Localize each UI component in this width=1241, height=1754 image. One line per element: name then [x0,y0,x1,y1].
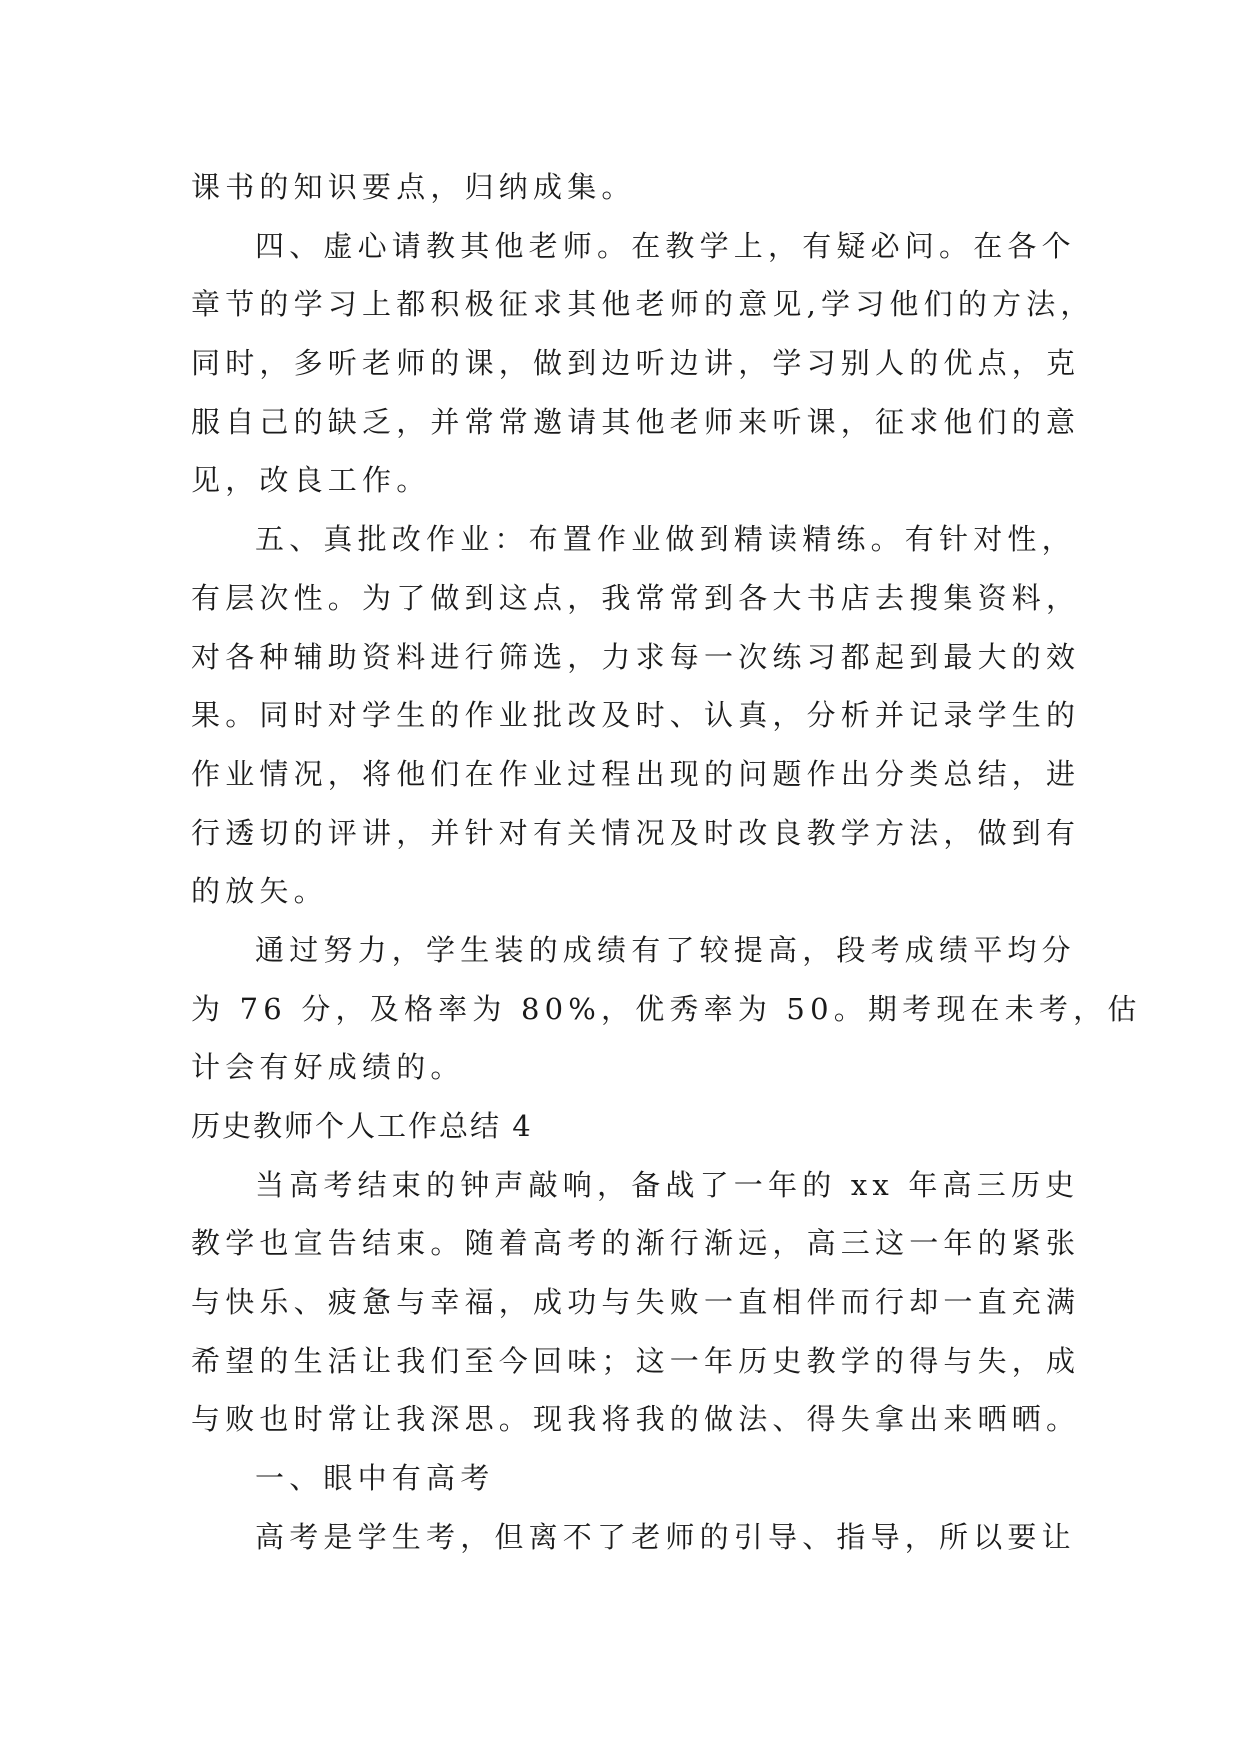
text-line: 五、真批改作业：布置作业做到精读精练。有针对性， [255,522,1076,557]
text-line: 教学也宣告结束。随着高考的渐行渐远，高三这一年的紧张 [191,1226,1081,1261]
text-line: 行透切的评讲，并针对有关情况及时改良教学方法，做到有 [191,815,1081,850]
text-line: 有层次性。为了做到这点，我常常到各大书店去搜集资料， [191,580,1081,615]
text-line: 对各种辅助资料进行筛选，力求每一次练习都起到最大的效 [191,639,1081,674]
text-line: 见，改良工作。 [191,463,431,498]
text-line: 为 76 分，及格率为 80%，优秀率为 50。期考现在未考，估 [191,991,1142,1026]
text-line: 当高考结束的钟声敲响，备战了一年的 xx 年高三历史 [255,1167,1080,1202]
text-line: 高考是学生考，但离不了老师的引导、指导，所以要让 [255,1519,1076,1554]
text-line: 服自己的缺乏，并常常邀请其他老师来听课，征求他们的意 [191,404,1081,439]
text-line: 与快乐、疲惫与幸福，成功与失败一直相伴而行却一直充满 [191,1285,1081,1320]
text-line: 四、虚心请教其他老师。在教学上，有疑必问。在各个 [255,228,1076,263]
text-line: 课书的知识要点，归纳成集。 [191,170,636,204]
text-line: 果。同时对学生的作业批改及时、认真，分析并记录学生的 [191,698,1081,733]
text-line: 的放矢。 [191,874,328,909]
section-heading: 历史教师个人工作总结 4 [191,1109,533,1143]
text-line: 同时，多听老师的课，做到边听边讲，学习别人的优点，克 [191,346,1081,381]
text-line: 计会有好成绩的。 [191,1050,465,1085]
text-line: 希望的生活让我们至今回味；这一年历史教学的得与失，成 [191,1343,1081,1378]
subsection-heading: 一、眼中有高考 [255,1461,495,1496]
text-line: 通过努力，学生装的成绩有了较提高，段考成绩平均分 [255,932,1076,967]
text-line: 与败也时常让我深思。现我将我的做法、得失拿出来晒晒。 [191,1402,1081,1437]
text-line: 章节的学习上都积极征求其他老师的意见,学习他们的方法， [191,287,1095,322]
document-body [191,158,1142,1567]
text-line: 作业情况，将他们在作业过程出现的问题作出分类总结，进 [191,756,1081,791]
